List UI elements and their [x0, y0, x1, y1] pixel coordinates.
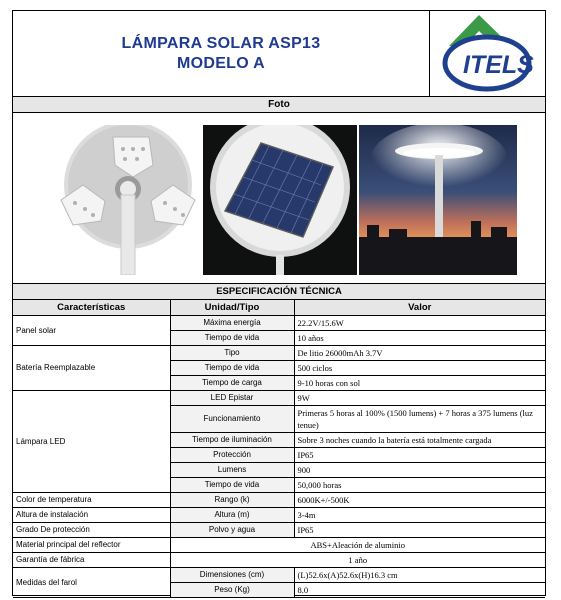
value-cell: 3-4m: [294, 507, 545, 522]
lamp-dusk-photo: [359, 125, 517, 275]
unit-cell: Tiempo de vida: [170, 360, 294, 375]
spec-title: ESPECIFICACIÓN TÉCNICA: [13, 284, 545, 300]
column-header: Unidad/Tipo: [170, 300, 294, 315]
feature-cell: Material principal del reflector: [13, 537, 170, 552]
table-row: [13, 567, 545, 582]
table-row: [13, 522, 545, 537]
value-cell: (L)52.6x(A)52.6x(H)16.3 cm: [294, 567, 545, 582]
unit-cell: LED Epistar: [170, 390, 294, 405]
photo-section-label: Foto: [13, 97, 545, 113]
unit-cell: Tiempo de vida: [170, 330, 294, 345]
company-logo: [429, 11, 545, 96]
table-row: [13, 507, 545, 522]
value-cell: 9W: [294, 390, 545, 405]
value-cell: ABS+Aleación de aluminio: [170, 537, 545, 552]
feature-cell: Grado De protección: [13, 522, 170, 537]
unit-cell: Rango (k): [170, 492, 294, 507]
unit-cell: Tiempo de vida: [170, 477, 294, 492]
unit-cell: Altura (m): [170, 507, 294, 522]
value-cell: 50,000 horas: [294, 477, 545, 492]
photo-row: [13, 113, 545, 284]
table-row: [13, 537, 545, 552]
svg-text:ITELS: ITELS: [463, 51, 534, 79]
unit-cell: Funcionamiento: [170, 405, 294, 432]
unit-cell: Lumens: [170, 462, 294, 477]
unit-cell: Dimensiones (cm): [170, 567, 294, 582]
feature-cell: Lámpara LED: [13, 390, 170, 492]
unit-cell: Máxima energía: [170, 315, 294, 330]
product-title: LÁMPARA SOLAR ASP13: [121, 34, 321, 52]
value-cell: 6000K+/-500K: [294, 492, 545, 507]
table-row: [13, 390, 545, 405]
value-cell: 8.0: [294, 582, 545, 597]
value-cell: Primeras 5 horas al 100% (1500 lumens) + 7 horas a 375 lumens (luz tenue): [294, 405, 545, 432]
value-cell: 22.2V/15.6W: [294, 315, 545, 330]
spec-table: [13, 300, 545, 598]
value-cell: 9-10 horas con sol: [294, 375, 545, 390]
feature-cell: Garantía de fábrica: [13, 552, 170, 567]
value-cell: IP65: [294, 447, 545, 462]
value-cell: 1 año: [170, 552, 545, 567]
document-header: [13, 11, 545, 97]
feature-cell: Altura de instalación: [13, 507, 170, 522]
lamp-underside-photo: [53, 125, 203, 275]
value-cell: De litio 26000mAh 3.7V: [294, 345, 545, 360]
unit-cell: Tipo: [170, 345, 294, 360]
table-row: [13, 492, 545, 507]
unit-cell: Peso (Kg): [170, 582, 294, 597]
table-row: [13, 315, 545, 330]
feature-cell: Panel solar: [13, 315, 170, 345]
spec-sheet: [12, 10, 546, 596]
value-cell: IP65: [294, 522, 545, 537]
value-cell: 900: [294, 462, 545, 477]
solar-panel-photo: [203, 125, 357, 275]
feature-cell: Medidas del farol: [13, 567, 170, 597]
model-title: MODELO A: [176, 54, 266, 72]
value-cell: Sobre 3 noches cuando la batería está totalmente cargada: [294, 432, 545, 447]
feature-cell: Color de temperatura: [13, 492, 170, 507]
value-cell: 500 ciclos: [294, 360, 545, 375]
value-cell: 10 años: [294, 330, 545, 345]
feature-cell: Batería Reemplazable: [13, 345, 170, 390]
unit-cell: Tiempo de iluminación: [170, 432, 294, 447]
unit-cell: Protección: [170, 447, 294, 462]
title-block: [13, 11, 430, 96]
unit-cell: Polvo y agua: [170, 522, 294, 537]
table-row: [13, 345, 545, 360]
table-row: [13, 552, 545, 567]
table-header-row: [13, 300, 545, 315]
column-header: Valor: [294, 300, 545, 315]
unit-cell: Tiempo de carga: [170, 375, 294, 390]
column-header: Características: [13, 300, 170, 315]
